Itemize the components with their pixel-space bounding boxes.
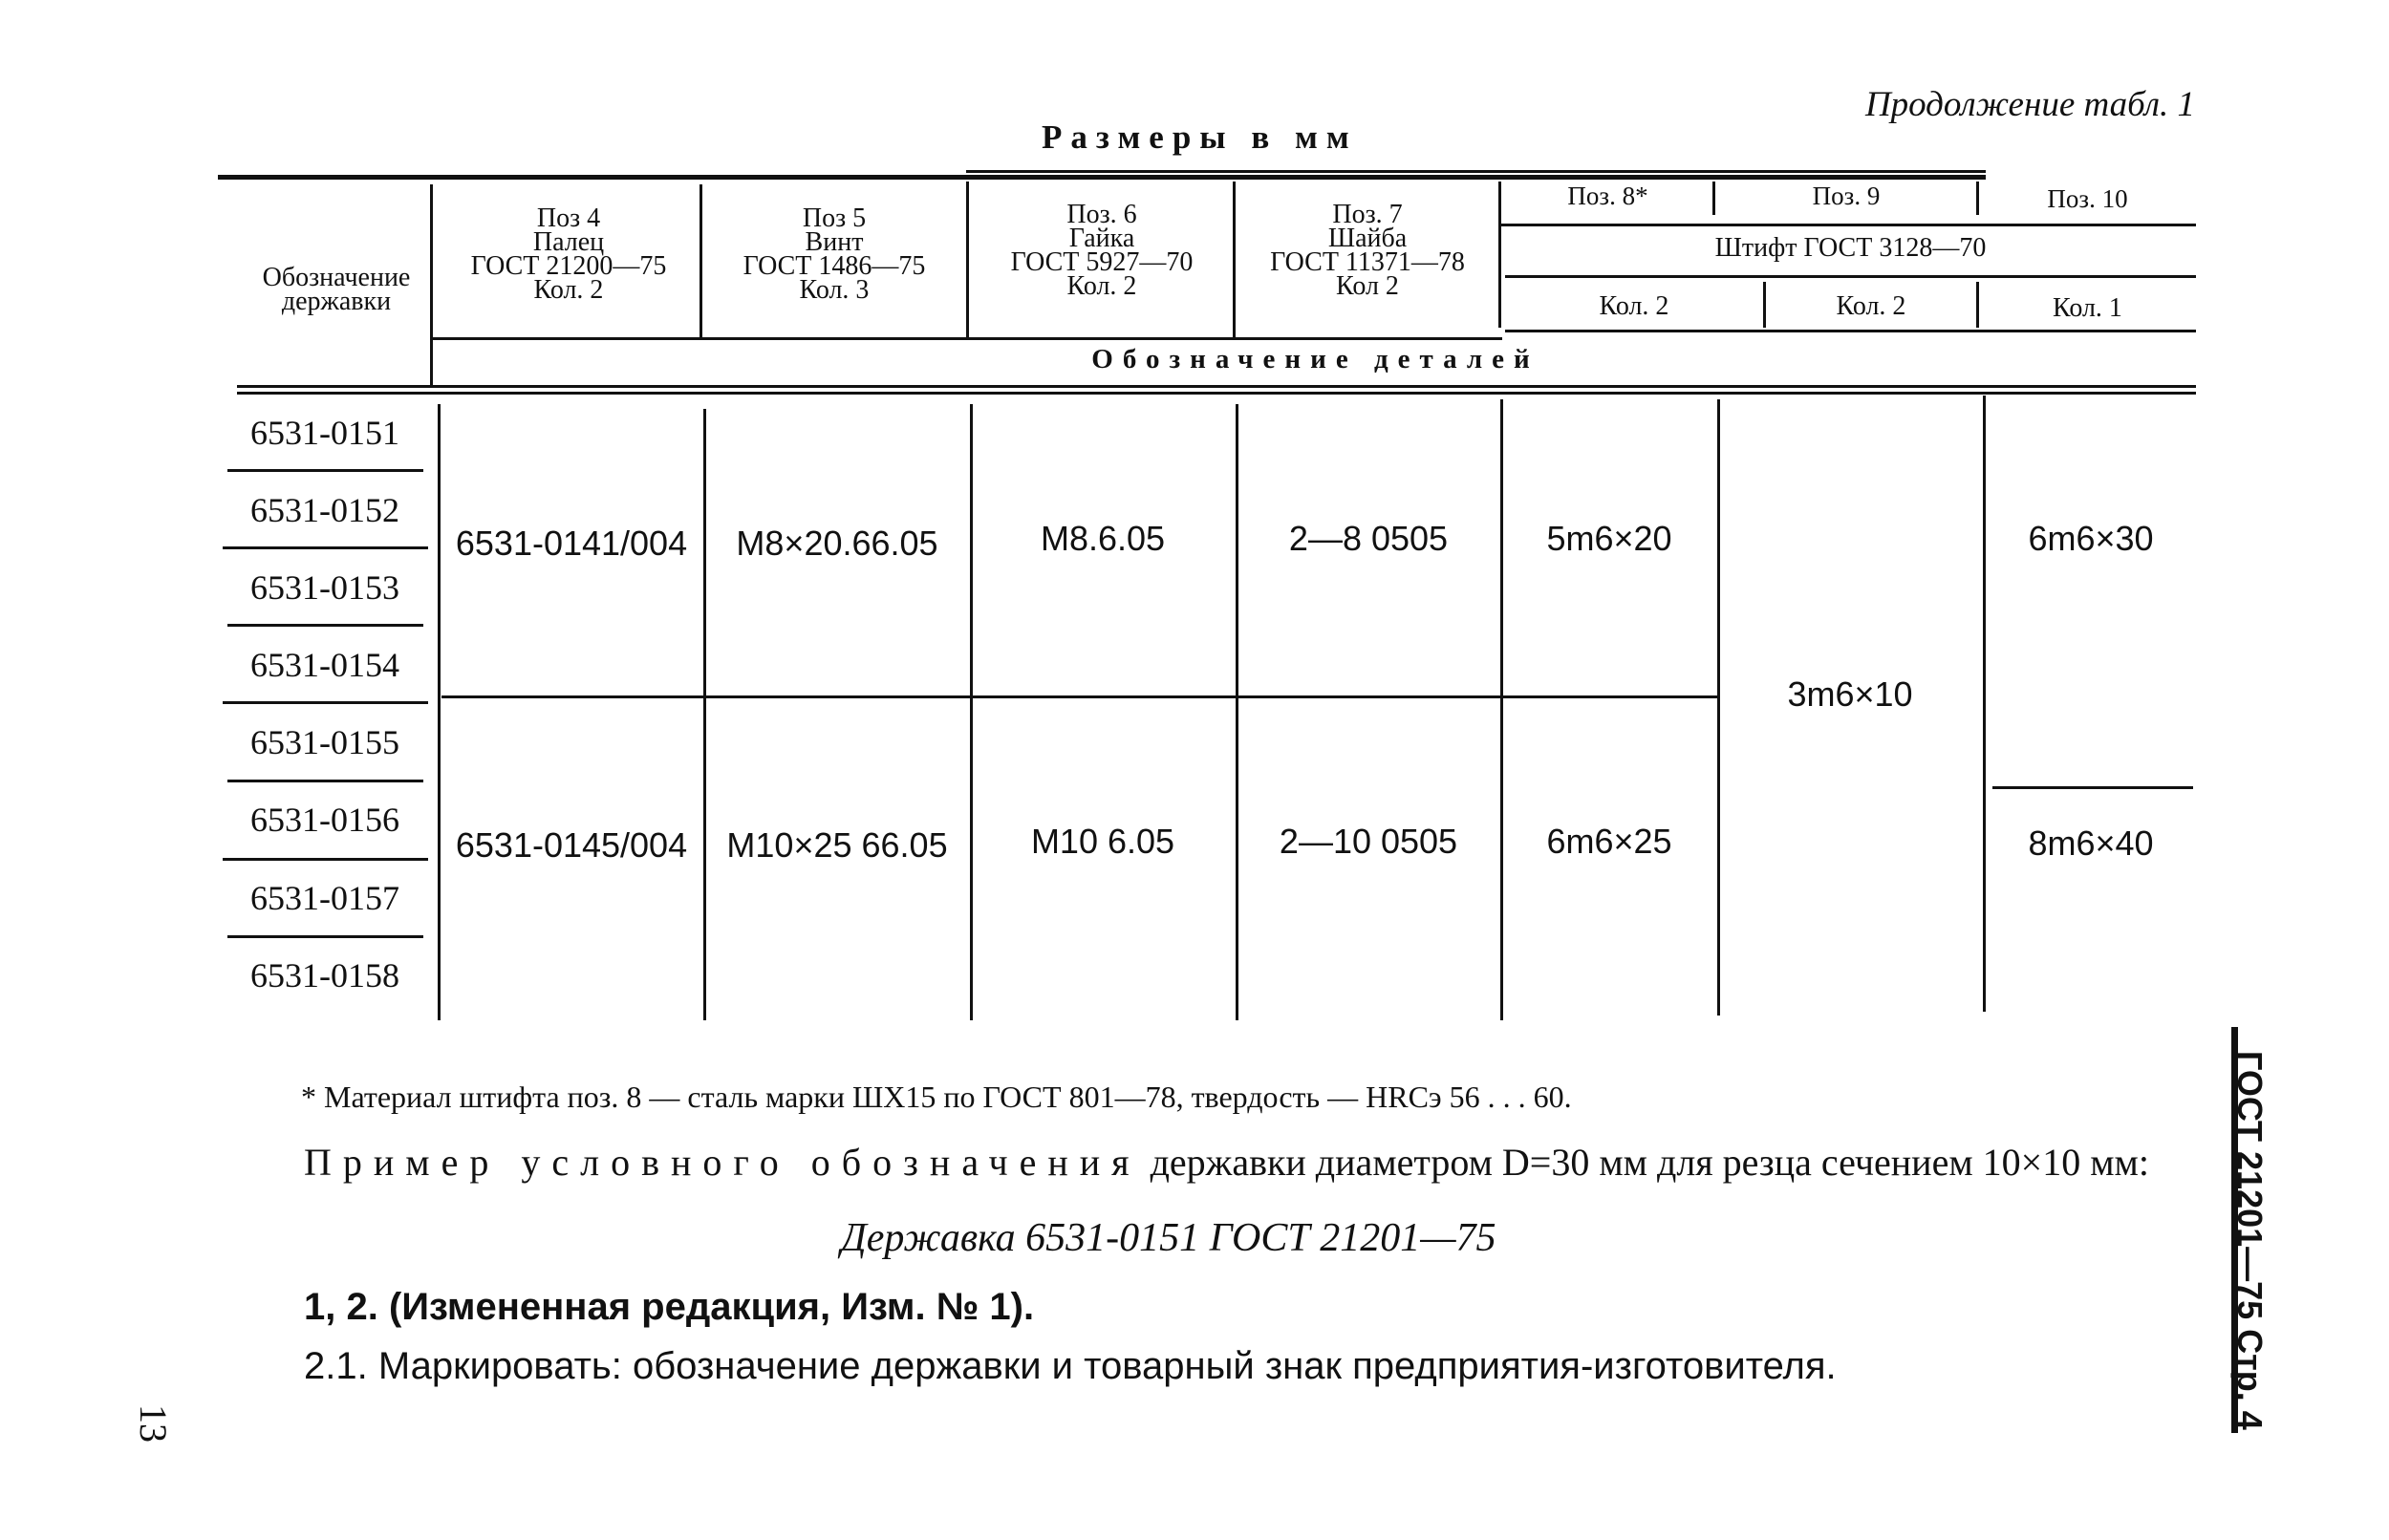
group1-pos4: 6531-0141/004 xyxy=(455,524,688,563)
header-pos8: Поз. 8* xyxy=(1567,182,1648,210)
group2-pos5: M10×25 66.05 xyxy=(726,825,948,865)
side-title: ГОСТ 21201—75 Стр. 4 xyxy=(2230,1051,2270,1430)
group2-pos6: M10 6.05 xyxy=(1030,822,1175,861)
header-qty9: Кол. 2 xyxy=(1836,291,1906,321)
amendment-note: 1, 2. (Измененная редакция, Изм. № 1). xyxy=(304,1286,1035,1328)
group2-pos4: 6531-0145/004 xyxy=(455,825,688,865)
marking-paragraph: 2.1. Маркировать: обозначение державки и товарный знак предприятия-изготовителя. xyxy=(304,1345,1837,1387)
continuation-note: Продолжение табл. 1 xyxy=(1864,85,2195,124)
header-designation: Обозначение державки xyxy=(262,263,411,316)
sizes-caption: Размеры в мм xyxy=(1042,118,1358,156)
group1-pos10: 6m6×30 xyxy=(2028,519,2154,558)
group2-pos8: 6m6×25 xyxy=(1546,822,1672,861)
header-pos9: Поз. 9 xyxy=(1812,182,1881,210)
row-label: 6531-0158 xyxy=(250,956,399,995)
header-pos4: Поз 4 Палец ГОСТ 21200—75 Кол. 2 xyxy=(470,203,667,305)
header-pos6: Поз. 6 Гайка ГОСТ 5927—70 Кол. 2 xyxy=(1010,200,1194,301)
header-qty10: Кол. 1 xyxy=(2053,293,2122,323)
row-label: 6531-0156 xyxy=(250,801,399,839)
header-pos5: Поз 5 Винт ГОСТ 1486—75 Кол. 3 xyxy=(743,203,926,305)
designation-example-paragraph: Пример условного обозначения державки диаметром D=30 мм для резца сечением 10×10 мм: xyxy=(304,1141,2149,1184)
footnote: * Материал штифта поз. 8 — сталь марки ШХ15 по ГОСТ 801—78, твердость — HRCэ 56 . . . 60. xyxy=(301,1080,1572,1114)
group2-pos7: 2—10 0505 xyxy=(1279,822,1458,861)
row-label: 6531-0155 xyxy=(250,723,399,761)
header-pos7: Поз. 7 Шайба ГОСТ 11371—78 Кол 2 xyxy=(1270,200,1465,301)
header-pin-standard: Штифт ГОСТ 3128—70 xyxy=(1714,233,1987,263)
pos9-value: 3m6×10 xyxy=(1787,674,1913,714)
page-number: 13 xyxy=(132,1404,175,1443)
row-label: 6531-0157 xyxy=(250,879,399,917)
group2-pos10: 8m6×40 xyxy=(2028,823,2154,863)
header-parts-designation: Обозначение деталей xyxy=(1091,344,1539,374)
designation-example: Державка 6531-0151 ГОСТ 21201—75 xyxy=(841,1216,1496,1260)
group1-pos8: 5m6×20 xyxy=(1546,519,1672,558)
row-label: 6531-0154 xyxy=(250,646,399,684)
row-label: 6531-0151 xyxy=(250,414,399,452)
row-label: 6531-0153 xyxy=(250,568,399,607)
header-pos10: Поз. 10 xyxy=(2047,184,2128,213)
header-qty8: Кол. 2 xyxy=(1599,291,1669,321)
group1-pos7: 2—8 0505 xyxy=(1288,519,1449,558)
group1-pos6: M8.6.05 xyxy=(1040,519,1166,558)
row-label: 6531-0152 xyxy=(250,491,399,529)
group1-pos5: M8×20.66.05 xyxy=(736,524,938,563)
